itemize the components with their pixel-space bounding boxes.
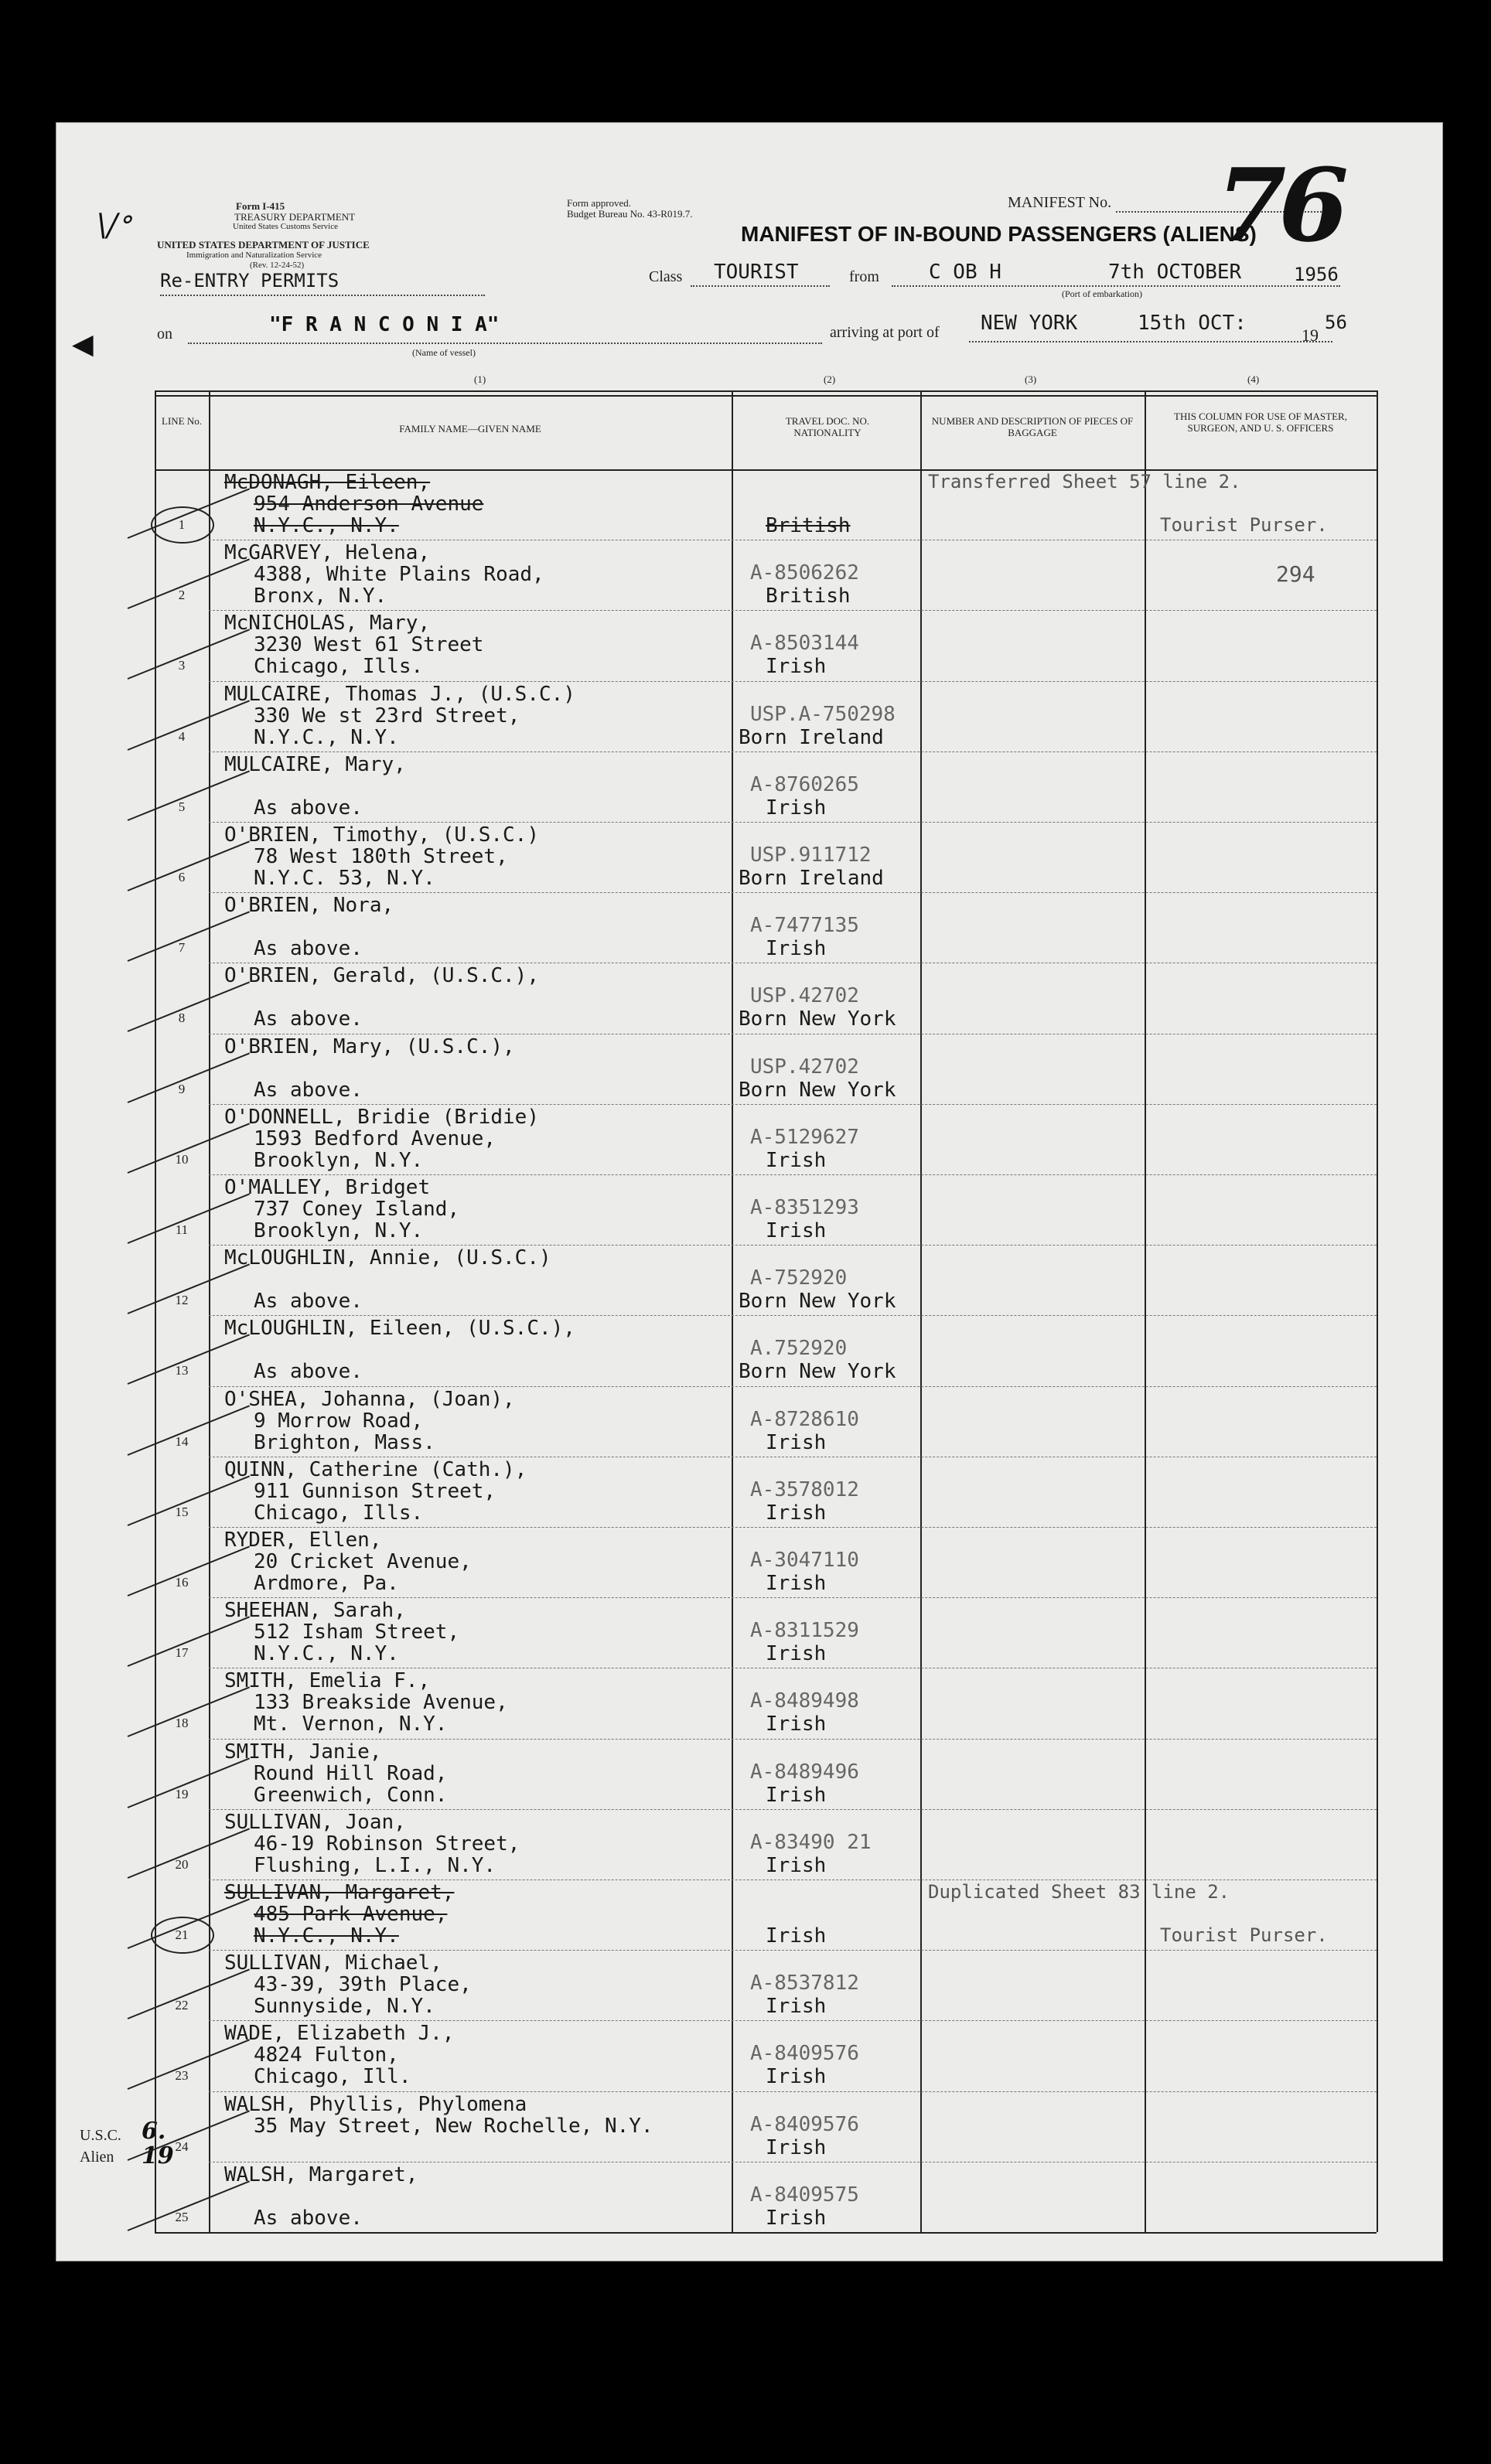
- arriving-label: arriving at port of: [830, 324, 940, 341]
- table-row: [155, 751, 1377, 822]
- header-officers: THIS COLUMN FOR USE OF MASTER, SURGEON, AND U. S. OFFICERS: [1174, 411, 1347, 434]
- travel-doc-no: A-8409575: [750, 2183, 859, 2207]
- travel-doc-no: USP.911712: [750, 843, 872, 867]
- passenger-name: McGARVEY, Helena,: [224, 541, 431, 565]
- nationality: Irish: [766, 1853, 827, 1877]
- from-label: from: [849, 268, 879, 285]
- table-row: [155, 540, 1377, 610]
- passenger-city: N.Y.C., N.Y.: [254, 1642, 399, 1666]
- table-row: [155, 681, 1377, 751]
- row-number: 3: [178, 658, 186, 673]
- row-number: 1: [178, 517, 186, 532]
- passenger-name: O'BRIEN, Gerald, (U.S.C.),: [224, 964, 539, 988]
- passenger-city: As above.: [254, 2206, 363, 2230]
- alien-label: Alien: [80, 2149, 114, 2166]
- passenger-city: Brooklyn, N.Y.: [254, 1148, 424, 1172]
- passenger-address: 133 Breakside Avenue,: [254, 1691, 508, 1715]
- passenger-city: N.Y.C., N.Y.: [254, 1924, 399, 1948]
- passenger-name: O'DONNELL, Bridie (Bridie): [224, 1105, 539, 1129]
- row-number: 6: [178, 870, 186, 884]
- travel-doc-no: A-8728610: [750, 1407, 859, 1431]
- col-index-1: (1): [474, 373, 486, 385]
- handwritten-mark: \/ᐤ: [97, 208, 130, 244]
- manifest-title: MANIFEST OF IN-BOUND PASSENGERS (ALIENS): [741, 222, 1257, 246]
- passenger-name: QUINN, Catherine (Cath.),: [224, 1457, 527, 1481]
- nationality: Irish: [766, 1219, 827, 1242]
- passenger-address: 9 Morrow Road,: [254, 1409, 424, 1433]
- row-number: 25: [175, 2209, 189, 2224]
- passenger-name: MULCAIRE, Thomas J., (U.S.C.): [224, 682, 575, 706]
- nationality: Irish: [766, 796, 827, 820]
- passenger-city: As above.: [254, 1078, 363, 1102]
- passenger-city: As above.: [254, 937, 363, 961]
- table-row: [155, 1174, 1377, 1245]
- row-number: 23: [175, 2068, 189, 2084]
- passenger-name: SULLIVAN, Joan,: [224, 1810, 406, 1834]
- passenger-table: [155, 390, 1377, 2232]
- travel-doc-no: A-8409576: [750, 2042, 859, 2066]
- passenger-address: 3230 West 61 Street: [254, 633, 484, 657]
- nationality: Irish: [766, 1430, 827, 1454]
- header-name: FAMILY NAME—GIVEN NAME: [399, 423, 541, 435]
- row-number: 8: [178, 1010, 186, 1026]
- margin-arrow-mark: ◀: [72, 328, 94, 360]
- nationality: Irish: [766, 2135, 827, 2159]
- row-number: 17: [175, 1645, 189, 1661]
- passenger-name: WALSH, Phyllis, Phylomena: [224, 2092, 527, 2116]
- vessel-name: "F R A N C O N I A": [269, 313, 500, 336]
- passenger-address: 911 Gunnison Street,: [254, 1479, 496, 1503]
- passenger-address: 4388, White Plains Road,: [254, 563, 544, 587]
- justice-dept: UNITED STATES DEPARTMENT OF JUSTICE: [157, 239, 370, 250]
- officer-note-2: Tourist Purser.: [1160, 1924, 1328, 1946]
- manifest-no-label: MANIFEST No.: [1008, 194, 1112, 211]
- passenger-name: McDONAGH, Eileen,: [224, 471, 431, 494]
- passenger-address: 20 Cricket Avenue,: [254, 1550, 472, 1573]
- departure-year: 1956: [1294, 264, 1339, 285]
- travel-doc-no: A.752920: [750, 1337, 848, 1361]
- class-label: Class: [649, 268, 683, 285]
- table-row: [155, 1457, 1377, 1527]
- table-row: [155, 963, 1377, 1033]
- usc-count: 6.: [142, 2118, 166, 2145]
- passenger-city: Greenwich, Conn.: [254, 1783, 448, 1807]
- officer-note-2: Tourist Purser.: [1160, 514, 1328, 536]
- passenger-address: Round Hill Road,: [254, 1761, 448, 1785]
- travel-doc-no: A-752920: [750, 1266, 848, 1290]
- treasury-dept: TREASURY DEPARTMENT: [234, 211, 356, 223]
- form-number: Form I-415: [236, 200, 285, 212]
- passenger-city: As above.: [254, 1360, 363, 1384]
- nationality: Born New York: [739, 1360, 896, 1384]
- passenger-name: SULLIVAN, Michael,: [224, 1951, 442, 1975]
- nationality: Born New York: [739, 1290, 896, 1314]
- passenger-address: 737 Coney Island,: [254, 1198, 460, 1221]
- row-number: 4: [178, 728, 186, 744]
- passenger-name: WALSH, Margaret,: [224, 2162, 418, 2186]
- on-label: on: [157, 325, 172, 343]
- vessel-caption: (Name of vessel): [412, 347, 476, 358]
- row-number: 24: [175, 2139, 189, 2154]
- passenger-city: As above.: [254, 1007, 363, 1031]
- port-embarkation-caption: (Port of embarkation): [1062, 288, 1142, 299]
- row-number: 7: [178, 940, 186, 956]
- nationality: British: [766, 514, 851, 537]
- ins-service: Immigration and Naturalization Service: [186, 250, 322, 260]
- passenger-address: 1593 Bedford Avenue,: [254, 1126, 496, 1150]
- row-number: 12: [175, 1293, 189, 1308]
- nationality: Irish: [766, 1995, 827, 2019]
- passenger-name: McNICHOLAS, Mary,: [224, 612, 431, 636]
- passenger-city: Brooklyn, N.Y.: [254, 1219, 424, 1242]
- table-row: [155, 610, 1377, 680]
- arrival-port: NEW YORK: [981, 312, 1078, 335]
- nationality: Born Ireland: [739, 867, 884, 890]
- nationality: Irish: [766, 937, 827, 961]
- passenger-name: McLOUGHLIN, Eileen, (U.S.C.),: [224, 1317, 575, 1341]
- row-number: 2: [178, 588, 186, 603]
- travel-doc-no: A-8351293: [750, 1196, 859, 1219]
- table-row: [155, 1739, 1377, 1809]
- travel-doc-no: A-8760265: [750, 772, 859, 796]
- travel-doc-no: USP.A-750298: [750, 702, 896, 726]
- table-row: [155, 1950, 1377, 2020]
- passenger-city: Chicago, Ill.: [254, 2065, 411, 2089]
- passenger-name: MULCAIRE, Mary,: [224, 752, 406, 776]
- travel-doc-no: A-8311529: [750, 1619, 859, 1643]
- table-row: [155, 2162, 1377, 2232]
- nationality: Irish: [766, 1642, 827, 1666]
- passenger-address: 35 May Street, New Rochelle, N.Y.: [254, 2114, 653, 2138]
- passenger-address: 954 Anderson Avenue: [254, 492, 484, 516]
- passenger-address: 78 West 180th Street,: [254, 845, 508, 868]
- row-number: 18: [175, 1716, 189, 1731]
- nationality: Irish: [766, 1501, 827, 1525]
- travel-doc-no: A-83490 21: [750, 1830, 872, 1854]
- travel-doc-no: A-8489496: [750, 1760, 859, 1784]
- passenger-name: RYDER, Ellen,: [224, 1528, 382, 1552]
- nationality: Irish: [766, 2206, 827, 2230]
- row-number: 13: [175, 1363, 189, 1379]
- table-row: [155, 1034, 1377, 1104]
- passenger-city: As above.: [254, 796, 363, 820]
- arrival-year-prefix: 19: [1302, 325, 1319, 345]
- table-row: [155, 1245, 1377, 1315]
- passenger-name: O'MALLEY, Bridget: [224, 1176, 431, 1199]
- col-index-3: (3): [1025, 373, 1037, 385]
- table-row: [155, 2091, 1377, 2162]
- passenger-city: N.Y.C. 53, N.Y.: [254, 867, 435, 890]
- header-line-no: LINE No.: [162, 415, 202, 427]
- nationality: Irish: [766, 1572, 827, 1595]
- passenger-city: Chicago, Ills.: [254, 655, 424, 679]
- class-value: TOURIST: [714, 261, 799, 284]
- passenger-name: SMITH, Janie,: [224, 1740, 382, 1764]
- nationality: British: [766, 584, 851, 608]
- header-travel-doc: TRAVEL DOC. NO. NATIONALITY: [785, 415, 870, 438]
- passenger-name: O'BRIEN, Mary, (U.S.C.),: [224, 1034, 515, 1058]
- table-row: [155, 1597, 1377, 1668]
- travel-doc-no: A-3578012: [750, 1477, 859, 1501]
- from-value: C OB H: [929, 261, 1001, 284]
- nationality: Irish: [766, 655, 827, 679]
- travel-doc-no: A-8409576: [750, 2112, 859, 2136]
- row-number: 9: [178, 1081, 186, 1096]
- customs-service: United States Customs Service: [233, 222, 338, 231]
- travel-doc-no: A-8489498: [750, 1689, 859, 1713]
- table-row: [155, 1104, 1377, 1174]
- passenger-name: O'SHEA, Johanna, (Joan),: [224, 1387, 515, 1411]
- officer-note: 294: [1276, 561, 1315, 588]
- row-number: 21: [175, 1927, 189, 1942]
- table-row: [155, 1315, 1377, 1385]
- row-number: 11: [175, 1222, 189, 1237]
- passenger-city: Flushing, L.I., N.Y.: [254, 1853, 496, 1877]
- passenger-name: SHEEHAN, Sarah,: [224, 1599, 406, 1623]
- passenger-city: As above.: [254, 1290, 363, 1314]
- passenger-address: 4824 Fulton,: [254, 2043, 399, 2067]
- col-index-4: (4): [1247, 373, 1260, 385]
- officer-note: Transferred Sheet 57 line 2.: [928, 471, 1241, 492]
- reentry-permits: Re-ENTRY PERMITS: [160, 270, 339, 291]
- passenger-name: McLOUGHLIN, Annie, (U.S.C.): [224, 1246, 551, 1270]
- table-row: [155, 1880, 1377, 1950]
- manifest-number: 76: [1216, 146, 1341, 264]
- table-row: [155, 469, 1377, 540]
- departure-date: 7th OCTOBER: [1108, 261, 1242, 284]
- passenger-name: SMITH, Emelia F.,: [224, 1669, 431, 1693]
- passenger-name: SULLIVAN, Margaret,: [224, 1881, 455, 1904]
- alien-count: 19: [142, 2142, 174, 2169]
- nationality: Born New York: [739, 1007, 896, 1031]
- nationality: Born Ireland: [739, 725, 884, 749]
- passenger-address: 43-39, 39th Place,: [254, 1973, 472, 1997]
- row-number: 22: [175, 1998, 189, 2013]
- travel-doc-no: A-7477135: [750, 914, 859, 938]
- row-number: 19: [175, 1786, 189, 1801]
- passenger-address: 46-19 Robinson Street,: [254, 1832, 520, 1856]
- table-row: [155, 822, 1377, 892]
- passenger-city: Ardmore, Pa.: [254, 1572, 399, 1595]
- passenger-name: WADE, Elizabeth J.,: [224, 2022, 455, 2046]
- header-baggage: NUMBER AND DESCRIPTION OF PIECES OF BAGGAGE: [931, 415, 1134, 438]
- nationality: Irish: [766, 1924, 827, 1948]
- passenger-name: O'BRIEN, Timothy, (U.S.C.): [224, 823, 539, 847]
- passenger-city: Bronx, N.Y.: [254, 584, 387, 608]
- table-row: [155, 1668, 1377, 1738]
- travel-doc-no: A-8537812: [750, 1972, 859, 1995]
- row-number: 10: [175, 1151, 189, 1167]
- passenger-city: Chicago, Ills.: [254, 1501, 424, 1525]
- table-row: [155, 892, 1377, 963]
- usc-label: U.S.C.: [80, 2127, 121, 2144]
- form-approved: Form approved.: [567, 197, 632, 209]
- row-number: 5: [178, 799, 186, 814]
- nationality: Born New York: [739, 1078, 896, 1102]
- row-number: 20: [175, 1856, 189, 1872]
- passenger-city: Mt. Vernon, N.Y.: [254, 1713, 448, 1736]
- passenger-city: N.Y.C., N.Y.: [254, 725, 399, 749]
- budget-bureau: Budget Bureau No. 43-R019.7.: [567, 208, 693, 220]
- table-row: [155, 1809, 1377, 1880]
- arrival-year: 56: [1325, 312, 1347, 333]
- passenger-name: O'BRIEN, Nora,: [224, 894, 394, 918]
- row-number: 16: [175, 1575, 189, 1590]
- table-row: [155, 1386, 1377, 1457]
- passenger-city: N.Y.C., N.Y.: [254, 514, 399, 537]
- passenger-address: 485 Park Avenue,: [254, 1903, 448, 1926]
- travel-doc-no: A-8503144: [750, 632, 859, 656]
- revision: (Rev. 12-24-52): [250, 261, 305, 270]
- passenger-address: 512 Isham Street,: [254, 1621, 460, 1644]
- table-row: [155, 2020, 1377, 2091]
- travel-doc-no: A-5129627: [750, 1125, 859, 1149]
- nationality: Irish: [766, 1148, 827, 1172]
- row-number: 15: [175, 1504, 189, 1519]
- arrival-date: 15th OCT:: [1138, 312, 1247, 335]
- col-index-2: (2): [824, 373, 836, 385]
- table-row: [155, 1527, 1377, 1597]
- nationality: Irish: [766, 1783, 827, 1807]
- travel-doc-no: A-8506262: [750, 561, 859, 585]
- travel-doc-no: USP.42702: [750, 1055, 859, 1079]
- travel-doc-no: USP.42702: [750, 984, 859, 1008]
- nationality: Irish: [766, 2065, 827, 2089]
- passenger-address: 330 We st 23rd Street,: [254, 704, 520, 728]
- row-number: 14: [175, 1433, 189, 1449]
- passenger-city: Brighton, Mass.: [254, 1430, 435, 1454]
- nationality: Irish: [766, 1713, 827, 1736]
- passenger-city: Sunnyside, N.Y.: [254, 1995, 435, 2019]
- officer-note: Duplicated Sheet 83 line 2.: [928, 1881, 1230, 1903]
- travel-doc-no: A-3047110: [750, 1549, 859, 1572]
